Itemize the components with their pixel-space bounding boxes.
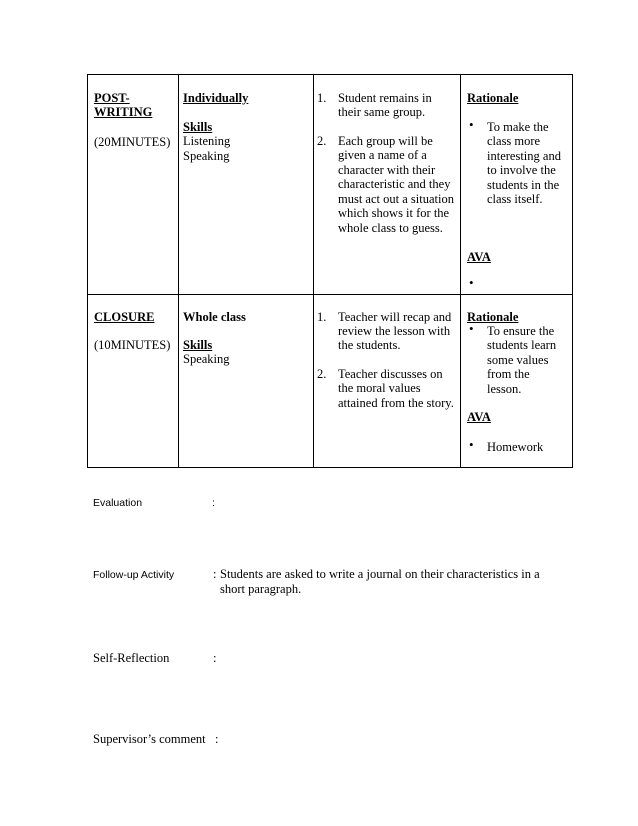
ava-heading: AVA: [467, 250, 491, 264]
follow-up-text: Students are asked to write a journal on their characteristics in a: [220, 567, 540, 581]
bullet-icon: •: [469, 275, 474, 290]
bullet-icon: •: [469, 117, 474, 132]
follow-up-separator: :: [213, 567, 217, 581]
column-divider: [460, 74, 461, 468]
follow-up-label: Follow-up Activity: [93, 569, 175, 581]
grouping: Whole class: [183, 310, 246, 324]
rationale-line: to involve the: [487, 163, 556, 177]
bullet-icon: •: [469, 437, 474, 452]
rationale-line: students in the: [487, 178, 560, 192]
activity-line: Each group will be: [338, 134, 433, 148]
activity-line: review the lesson with: [338, 324, 451, 338]
skills-heading: Skills: [183, 120, 213, 134]
table-border-right: [572, 74, 573, 468]
evaluation-separator: :: [212, 497, 215, 509]
activity-line: which shows it for the: [338, 206, 450, 220]
table-border-left: [87, 74, 88, 468]
skill-item: Speaking: [183, 149, 230, 163]
rationale-line: To make the: [487, 120, 549, 134]
stage-duration: (10MINUTES): [94, 338, 171, 352]
row-divider: [87, 294, 573, 295]
column-divider: [313, 74, 314, 468]
table-border-bottom: [87, 467, 573, 468]
skill-item: Speaking: [183, 352, 230, 366]
rationale-line: students learn: [487, 338, 557, 352]
grouping: Individually: [183, 91, 249, 105]
activity-line: whole class to guess.: [338, 221, 443, 235]
evaluation-label: Evaluation: [93, 497, 143, 509]
follow-up-text: short paragraph.: [220, 582, 302, 596]
rationale-line: from the: [487, 367, 530, 381]
activity-line: attained from the story.: [338, 396, 454, 410]
ava-heading: AVA: [467, 410, 491, 424]
rationale-line: lesson.: [487, 382, 522, 396]
rationale-line: class itself.: [487, 192, 543, 206]
lesson-plan-table: [87, 74, 573, 468]
activity-number: 1.: [317, 310, 327, 324]
activity-line: their same group.: [338, 105, 426, 119]
rationale-line: class more: [487, 134, 541, 148]
table-border-top: [87, 74, 573, 75]
activity-number: 2.: [317, 134, 327, 148]
rationale-line: To ensure the: [487, 324, 555, 338]
stage-duration: (20MINUTES): [94, 135, 171, 149]
rationale-heading: Rationale: [467, 91, 519, 105]
activity-line: Teacher will recap and: [338, 310, 452, 324]
activity-number: 2.: [317, 367, 327, 381]
rationale-heading: Rationale: [467, 310, 519, 324]
activity-line: the moral values: [338, 381, 421, 395]
activity-number: 1.: [317, 91, 327, 105]
stage-title: POST-: [94, 91, 130, 105]
supervisor-comment-label: Supervisor’s comment: [93, 732, 206, 746]
rationale-line: interesting and: [487, 149, 561, 163]
skill-item: Listening: [183, 134, 231, 148]
activity-line: Student remains in: [338, 91, 432, 105]
self-reflection-separator: :: [213, 651, 217, 665]
supervisor-comment-separator: :: [215, 732, 219, 746]
activity-line: must act out a situation: [338, 192, 454, 206]
rationale-line: some values: [487, 353, 549, 367]
self-reflection-label: Self-Reflection: [93, 651, 170, 665]
activity-line: the students.: [338, 338, 401, 352]
bullet-icon: •: [469, 321, 474, 336]
skills-heading: Skills: [183, 338, 213, 352]
activity-line: character with their: [338, 163, 436, 177]
activity-line: characteristic and they: [338, 177, 451, 191]
activity-line: given a name of a: [338, 148, 427, 162]
column-divider: [178, 74, 179, 468]
ava-item: Homework: [487, 440, 544, 454]
activity-line: Teacher discusses on: [338, 367, 443, 381]
stage-title: CLOSURE: [94, 310, 155, 324]
stage-title: WRITING: [94, 105, 153, 119]
